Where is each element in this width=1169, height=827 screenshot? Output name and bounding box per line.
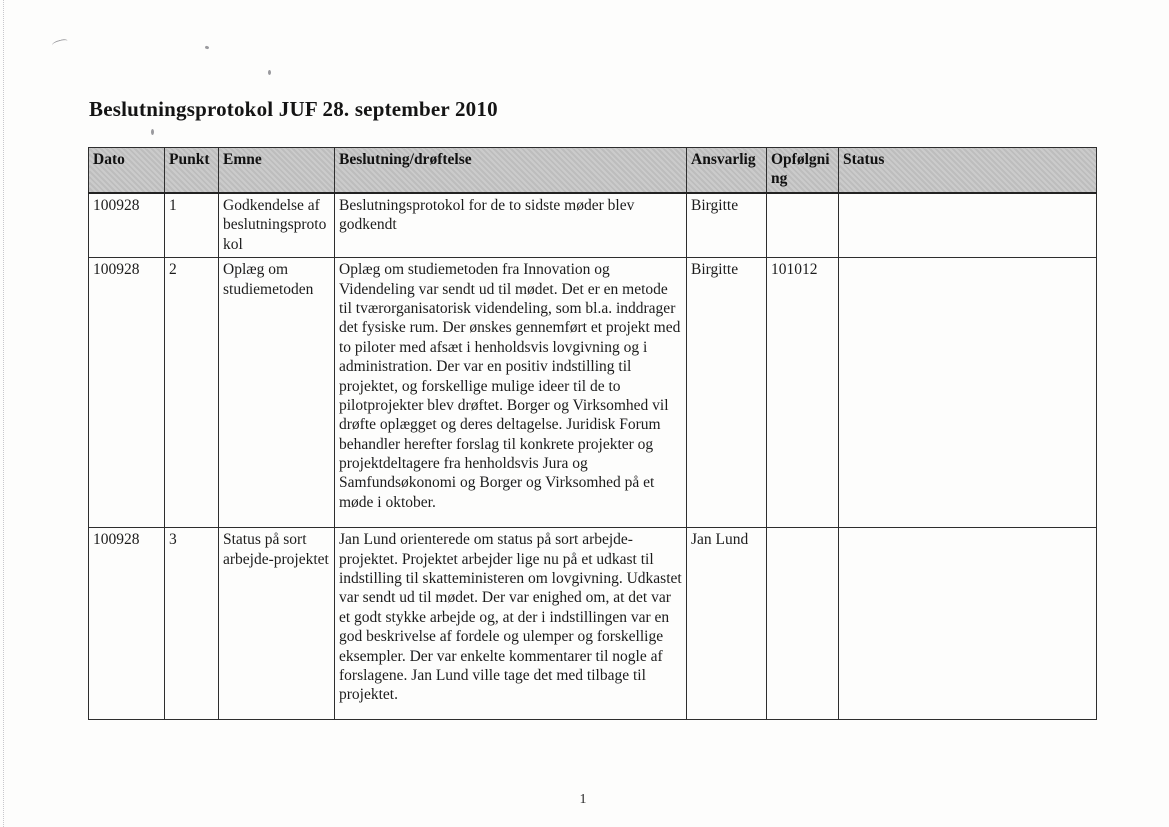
cell-ansvarlig: Jan Lund	[687, 528, 767, 720]
document-title: Beslutningsprotokol JUF 28. september 2010	[89, 97, 498, 121]
cell-status	[839, 528, 1097, 720]
cell-emne: Godkendelse af beslutningsprotokol	[219, 193, 335, 258]
header-opfolgning: Opfølgning	[767, 148, 839, 193]
cell-opfolgning: 101012	[767, 258, 839, 528]
cell-beslutning: Beslutningsprotokol for de to sidste møder blev godkendt	[335, 193, 687, 258]
header-beslutning: Beslutning/drøftelse	[335, 148, 687, 193]
header-status: Status	[839, 148, 1097, 193]
protocol-table	[88, 147, 1097, 720]
pen-squiggle-mark	[51, 38, 68, 49]
cell-ansvarlig: Birgitte	[687, 193, 767, 258]
header-ansvarlig: Ansvarlig	[687, 148, 767, 193]
table-row	[89, 528, 1097, 720]
cell-beslutning: Oplæg om studiemetoden fra Innovation og Videndeling var sendt ud til mødet. Det er en metode til tværorganisatorisk videndeling, som bl.a. inddrager det fysiske rum. Der ønskes gennemført et projekt med to piloter med afsæt i henholdsvis lovgivning og i administration. Der var en positiv indstilling til projektet, og forskellige mulige ideer til de to pilotprojekter blev drøftet. Borger og Virksomhed vil drøfte oplægget og deres deltagelse. Juridisk Forum behandler herefter forslag til konkrete projekter og projektdeltagere fra henholdsvis Jura og Samfundsøkonomi og Borger og Virksomhed på et møde i oktober.	[335, 258, 687, 528]
table-header-row	[89, 148, 1097, 193]
cell-dato: 100928	[89, 528, 165, 720]
cell-opfolgning	[767, 193, 839, 258]
cell-opfolgning	[767, 528, 839, 720]
scan-speck	[205, 45, 210, 49]
header-punkt: Punkt	[165, 148, 219, 193]
cell-status	[839, 258, 1097, 528]
header-emne: Emne	[219, 148, 335, 193]
cell-emne: Oplæg om studiemetoden	[219, 258, 335, 528]
scan-edge-artifact	[3, 0, 4, 827]
table-row	[89, 258, 1097, 528]
table-row	[89, 193, 1097, 258]
cell-emne: Status på sort arbejde-projektet	[219, 528, 335, 720]
cell-status	[839, 193, 1097, 258]
scan-speck	[151, 129, 154, 135]
cell-ansvarlig: Birgitte	[687, 258, 767, 528]
cell-punkt: 2	[165, 258, 219, 528]
scan-speck	[268, 70, 271, 75]
cell-punkt: 3	[165, 528, 219, 720]
cell-dato: 100928	[89, 193, 165, 258]
page-number: 1	[579, 792, 587, 807]
header-dato: Dato	[89, 148, 165, 193]
cell-punkt: 1	[165, 193, 219, 258]
cell-beslutning: Jan Lund orienterede om status på sort arbejde-projektet. Projektet arbejder lige nu på et udkast til indstilling til skatteministeren om lovgivning. Udkastet var sendt ud til mødet. Der var enighed om, at det var et godt stykke arbejde og, at der i indstillingen var en god beskrivelse af fordele og ulemper og forskellige eksempler. Der var enkelte kommentarer til nogle af forslagene. Jan Lund ville tage det med tilbage til projektet.	[335, 528, 687, 720]
cell-dato: 100928	[89, 258, 165, 528]
